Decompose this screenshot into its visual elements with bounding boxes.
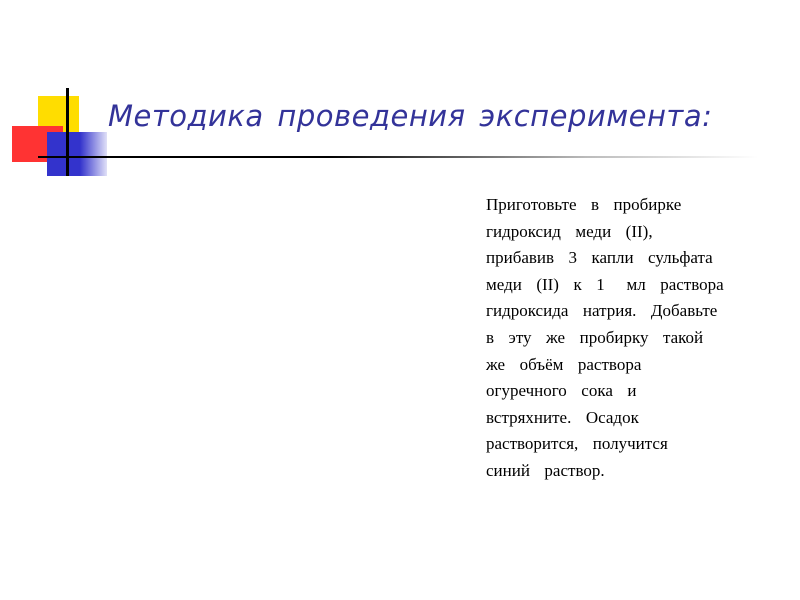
vertical-divider-line — [66, 88, 69, 176]
blue-square — [47, 132, 107, 176]
slide-title: Методика проведения эксперимента: — [108, 99, 713, 133]
title-underline-fade — [328, 156, 758, 158]
slide-body-text: Приготовьте в пробирке гидроксид меди (II), прибавив 3 капли сульфата меди (II) к 1 мл раствора гидроксида натрия. Добавьте в эту же пробирку такой же объём раствора огуречного сока и встряхните. Осадок растворится, получится синий раствор. — [486, 195, 724, 480]
title-underline — [38, 156, 328, 158]
